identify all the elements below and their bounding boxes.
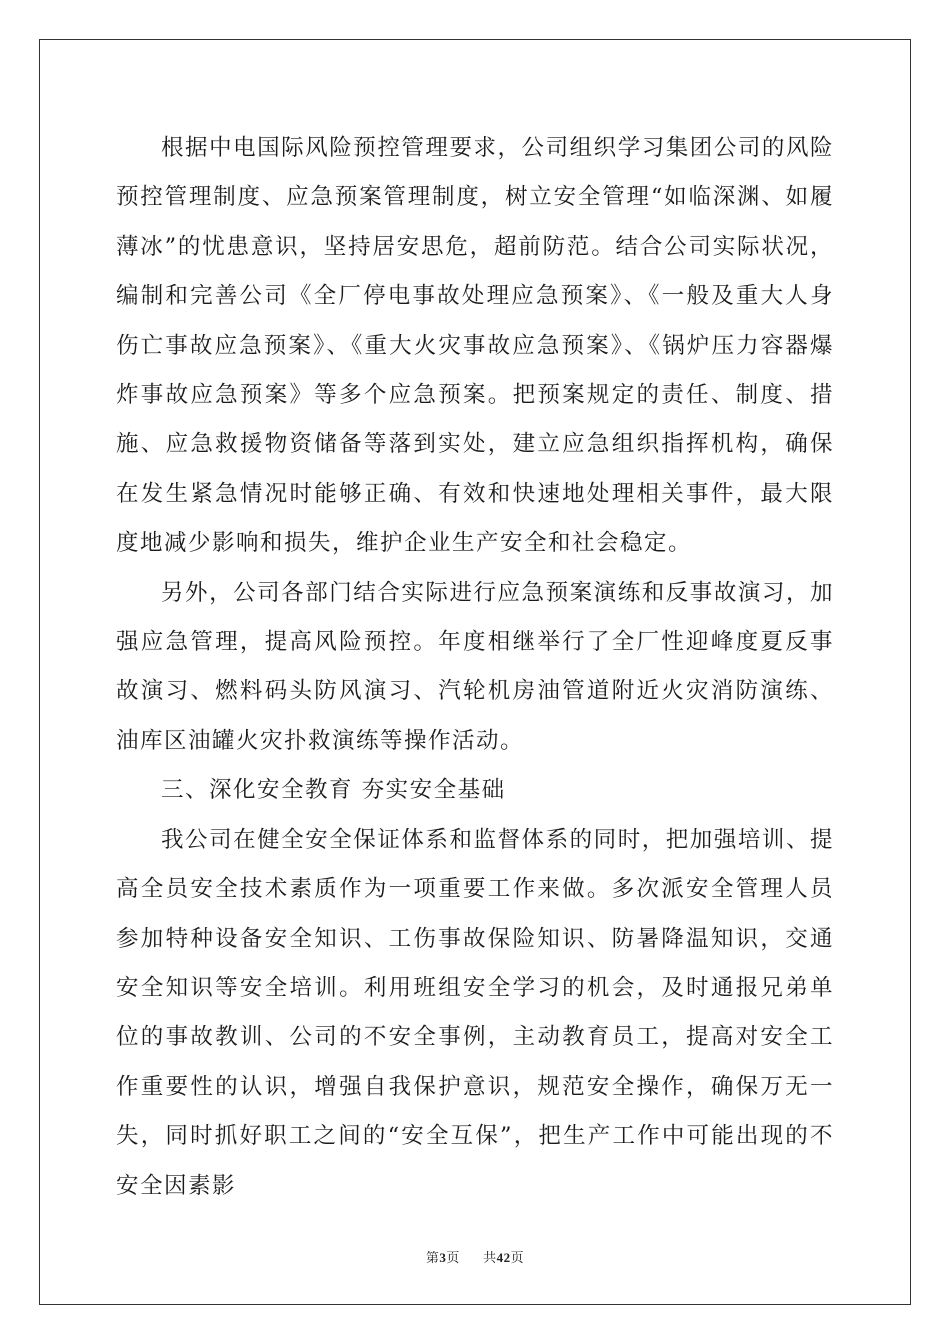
- paragraph-safety-education: 我公司在健全安全保证体系和监督体系的同时，把加强培训、提高全员安全技术素质作为一项重要工作来做。多次派安全管理人员参加特种设备安全知识、工伤事故保险知识、防暑降温知识，交通安全知识等安全培训。利用班组安全学习的机会，及时通报兄弟单位的事故教训、公司的不安全事例，主动教育员工，提高对安全工作重要性的认识，增强自我保护意识，规范安全操作，确保万无一失，同时抓好职工之间的“安全互保”，把生产工作中可能出现的不安全因素影: [116, 826, 834, 1199]
- total-prefix: 共: [483, 1251, 497, 1266]
- section-heading: 三、深化安全教育 夯实安全基础: [161, 777, 506, 804]
- total-pages: 42: [496, 1250, 511, 1265]
- document-body: [116, 124, 834, 1211]
- page-prefix: 第: [425, 1251, 440, 1266]
- total-suffix: 页: [510, 1251, 525, 1266]
- page-footer: [0, 1247, 950, 1266]
- paragraph-risk-control: 根据中电国际风险预控管理要求，公司组织学习集团公司的风险预控管理制度、应急预案管理制度，树立安全管理“如临深渊、如履薄冰”的忧患意识，坚持居安思危，超前防范。结合公司实际状况，编制和完善公司《全厂停电事故处理应急预案》、《一般及重大人身伤亡事故应急预案》、《重大火灾事故应急预案》、《锅炉压力容器爆炸事故应急预案》等多个应急预案。把预案规定的责任、制度、措施、应急救援物资储备等落到实处，建立应急组织指挥机构，确保在发生紧急情况时能够正确、有效和快速地处理相关事件，最大限度地减少影响和损失，维护企业生产安全和社会稳定。: [116, 135, 834, 557]
- page-number: 3: [439, 1250, 447, 1265]
- paragraph-drills: 另外，公司各部门结合实际进行应急预案演练和反事故演习，加强应急管理，提高风险预控。年度相继举行了全厂性迎峰度夏反事故演习、燃料码头防风演习、汽轮机房油管道附近火灾消防演练、油库区油罐火灾扑救演练等操作活动。: [116, 579, 834, 754]
- page-suffix: 页: [446, 1251, 460, 1266]
